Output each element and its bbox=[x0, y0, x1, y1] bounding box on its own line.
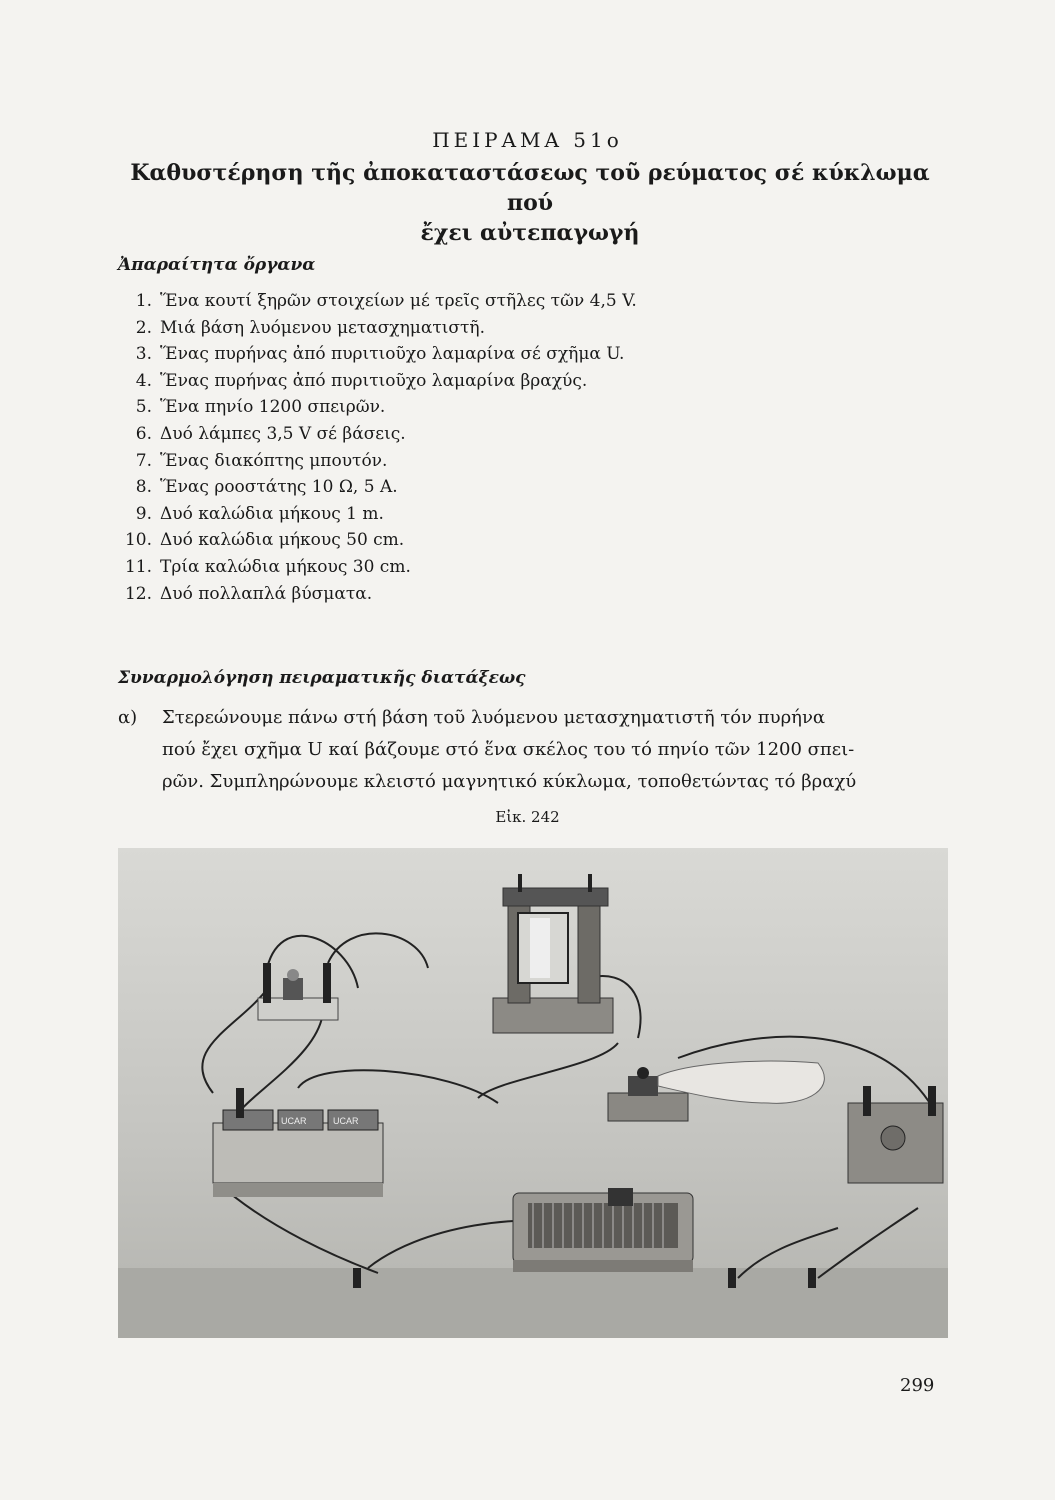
table-surface bbox=[118, 1268, 948, 1338]
title-line-1: Καθυστέρηση τῆς ἀποκαταστάσεως τοῦ ρεύματος σέ κύκλωμα πού bbox=[130, 160, 930, 216]
paragraph-line: ρῶν. Συμπληρώνουμε κλειστό μαγνητικό κύκλωμα, τοποθετώντας τό βραχύ bbox=[162, 771, 857, 792]
equipment-item: 12. Δυό πολλαπλά βύσματα. bbox=[124, 583, 373, 604]
equipment-item: 6. Δυό λάμπες 3,5 V σέ βάσεις. bbox=[135, 423, 406, 444]
figure-caption: Εἰκ. 242 bbox=[495, 808, 560, 826]
paragraph-line: πού ἔχει σχῆμα U καί βάζουμε στό ἕνα σκέλος του τό πηνίο τῶν 1200 σπει- bbox=[162, 739, 855, 760]
equipment-item: 3. Ἕνας πυρήνας ἀπό πυριτιοῦχο λαμαρίνα σέ σχῆμα U. bbox=[135, 344, 625, 365]
rheostat bbox=[513, 1188, 693, 1272]
equipment-item: 8. Ἕνας ροοστάτης 10 Ω, 5 A. bbox=[135, 477, 398, 498]
title-line-2: ἔχει αὐτεπαγωγή bbox=[420, 220, 640, 246]
battery-label-2: UCAR bbox=[333, 1116, 359, 1126]
equipment-item: 11. Τρία καλώδια μήκους 30 cm. bbox=[124, 556, 411, 577]
equipment-list bbox=[118, 288, 918, 607]
assembly-paragraph bbox=[118, 702, 948, 798]
equipment-item: 1. Ἕνα κουτί ξηρῶν στοιχείων μέ τρεῖς στῆλες τῶν 4,5 V. bbox=[135, 291, 637, 311]
experiment-photo bbox=[118, 848, 948, 1338]
equipment-item: 2. Μιά βάση λυόμενου μετασχηματιστῆ. bbox=[135, 317, 485, 338]
transformer bbox=[493, 874, 613, 1033]
equipment-item: 4. Ἕνας πυρήνας ἀπό πυριτιοῦχο λαμαρίνα βραχύς. bbox=[135, 370, 588, 391]
equipment-item: 5. Ἕνα πηνίο 1200 σπειρῶν. bbox=[135, 397, 386, 418]
battery-label-1: UCAR bbox=[281, 1116, 307, 1126]
equipment-item: 9. Δυό καλώδια μήκους 1 m. bbox=[135, 503, 384, 524]
experiment-title bbox=[110, 158, 950, 248]
battery-box bbox=[213, 1110, 383, 1197]
step-label: α) bbox=[118, 707, 138, 728]
page-number: 299 bbox=[900, 1375, 935, 1396]
experiment-number: ΠΕΙΡΑΜΑ 51ο bbox=[432, 128, 623, 152]
paragraph-line: Στερεώνουμε πάνω στή βάση τοῦ λυόμενου μετασχηματιστῆ τόν πυρήνα bbox=[162, 707, 826, 728]
equipment-heading: Ἀπαραίτητα ὄργανα bbox=[118, 255, 316, 275]
equipment-item: 7. Ἕνας διακόπτης μπουτόν. bbox=[135, 450, 388, 471]
equipment-item: 10. Δυό καλώδια μήκους 50 cm. bbox=[124, 530, 405, 551]
assembly-heading: Συναρμολόγηση πειραματικῆς διατάξεως bbox=[118, 668, 526, 688]
